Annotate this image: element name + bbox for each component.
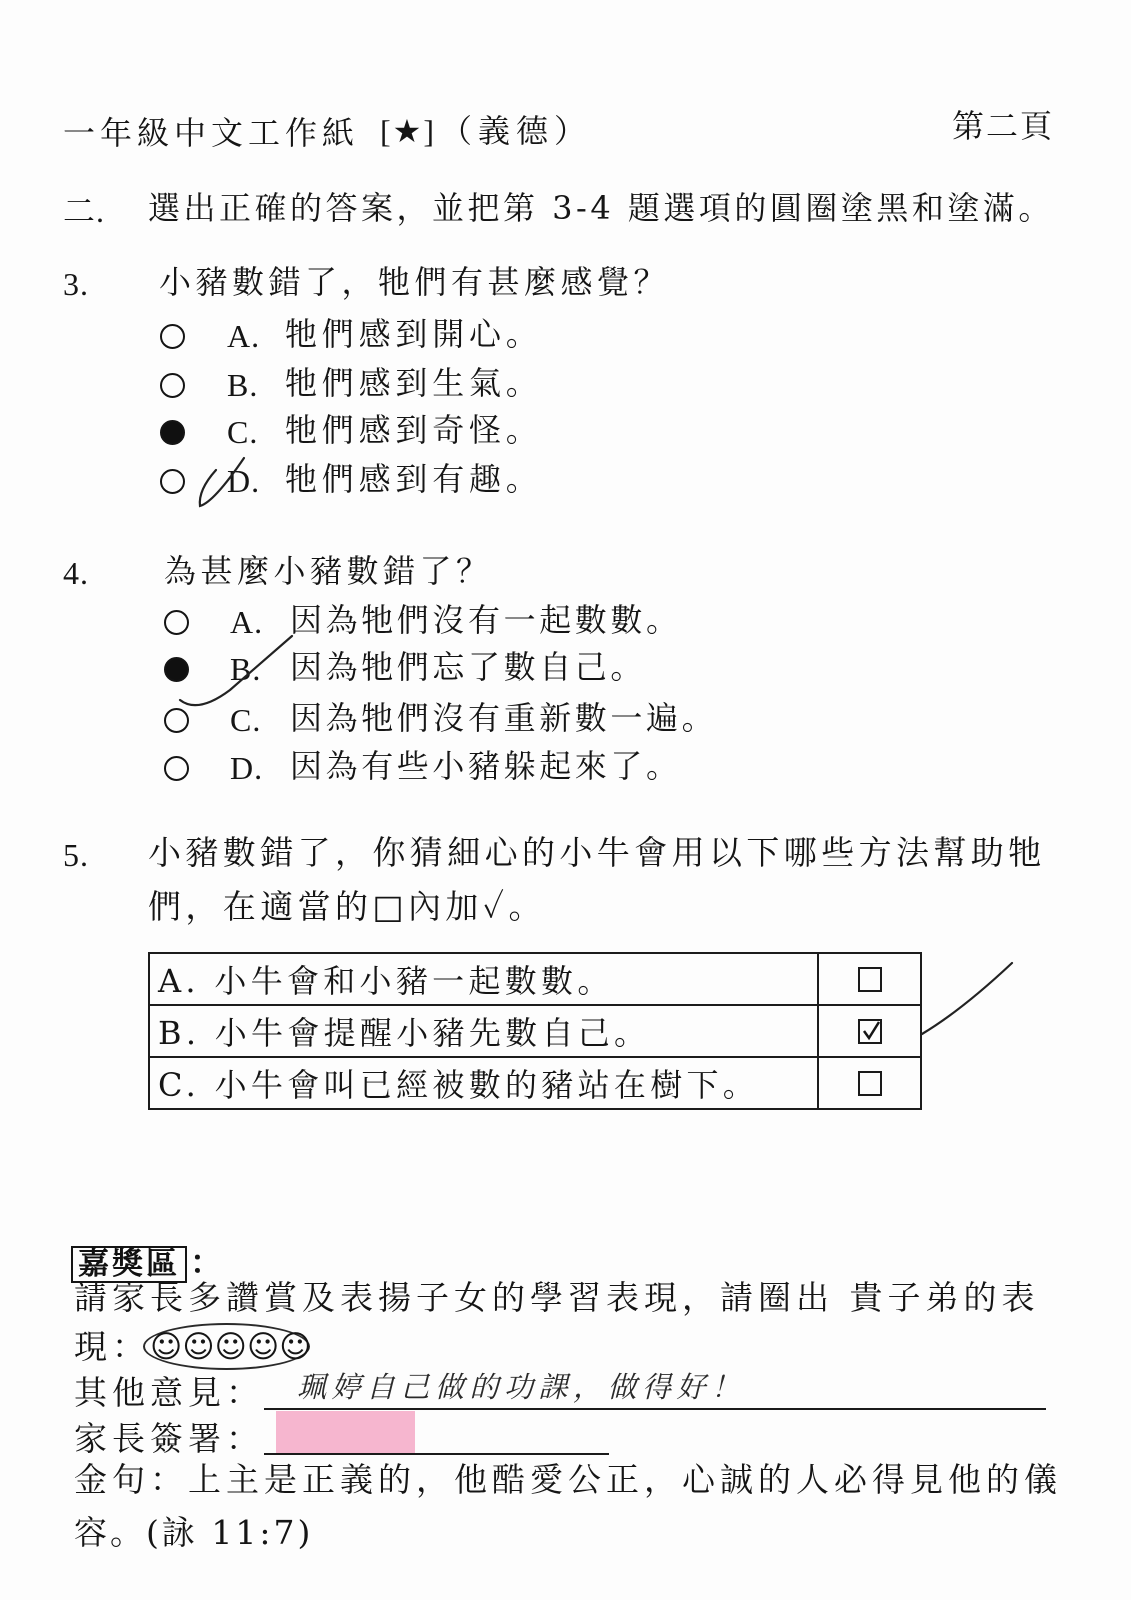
option-letter: C. [230,702,262,738]
option-text: 牠們感到奇怪。 [285,411,543,449]
comments-label: 其他意見： [74,1373,264,1412]
praise-label-box: 嘉獎區 [71,1246,187,1283]
option-letter: D. [227,463,261,499]
praise-instruction-line2: 現： [74,1327,150,1366]
verse-line2: 容。(詠 11:7) [74,1513,314,1552]
option-letter: B. [230,651,262,687]
comments-underline [264,1408,1046,1410]
option-circle [164,756,189,781]
question-number: 5. [63,837,89,873]
option-circle [160,469,185,494]
table-row [149,1005,921,1057]
section-number: 二. [63,193,106,229]
class-name: （義德） [440,112,593,150]
level-mark: [★] [380,113,436,149]
verse-line1: 金句：上主是正義的，他酷愛公正，心誠的人必得見他的儀 [74,1460,1062,1499]
option-letter: A. [230,604,264,640]
option-circle [160,420,185,445]
checkbox [858,967,882,992]
row-statement: C. 小牛會叫已經被數的豬站在樹下。 [158,1066,760,1104]
question-text: 為甚麼小豬數錯了？ [164,552,493,590]
smiley-rating-icons: ☺☺☺☺☺ [150,1329,312,1365]
option-text: 因為牠們沒有重新數一遍。 [290,699,718,737]
question-text-line2: 們，在適當的□內加✓。 [148,887,546,926]
parent-comment-handwritten: 珮婷自己做的功課，做得好！ [297,1370,746,1404]
option-circle [164,610,189,635]
checkbox [858,1019,882,1044]
option-circle [164,708,189,733]
checkbox [858,1071,882,1096]
question-number: 4. [63,555,89,591]
signature-underline [264,1453,609,1455]
option-text: 因為有些小豬躲起來了。 [290,747,682,785]
row-statement: A. 小牛會和小豬一起數數。 [158,962,614,1000]
row-statement: B. 小牛會提醒小豬先數自己。 [158,1014,651,1052]
answer-table [148,952,922,1110]
signature-label: 家長簽署： [74,1419,264,1458]
signature-redaction [276,1411,415,1454]
page-number: 第二頁 [952,107,1055,145]
option-letter: B. [227,367,259,403]
option-letter: D. [230,750,264,786]
option-text: 牠們感到有趣。 [285,460,543,498]
section-instruction: 選出正確的答案，並把第 3-4 題選項的圓圈塗黑和塗滿。 [148,189,1054,227]
worksheet-title: 一年級中文工作紙 [63,114,360,152]
option-text: 因為牠們沒有一起數數。 [290,601,682,639]
table-row [149,1057,921,1109]
option-letter: A. [227,318,261,354]
option-letter: C. [227,414,259,450]
option-circle [164,657,189,682]
praise-instruction-line1: 請家長多讚賞及表揚子女的學習表現，請圈出 貴子弟的表 [74,1278,1040,1317]
praise-label-colon: ： [190,1243,227,1281]
option-text: 牠們感到生氣。 [285,364,543,402]
question-text-line1: 小豬數錯了，你猜細心的小牛會用以下哪些方法幫助牠 [148,833,1046,872]
check-icon [861,1021,881,1041]
option-text: 因為牠們忘了數自己。 [290,648,647,686]
option-circle [160,324,185,349]
table-row [149,953,921,1005]
check-mark-q5-icon [922,963,1012,1034]
option-text: 牠們感到開心。 [285,315,543,353]
question-text: 小豬數錯了，牠們有甚麼感覺？ [159,263,671,301]
question-number: 3. [63,266,89,302]
option-circle [160,373,185,398]
